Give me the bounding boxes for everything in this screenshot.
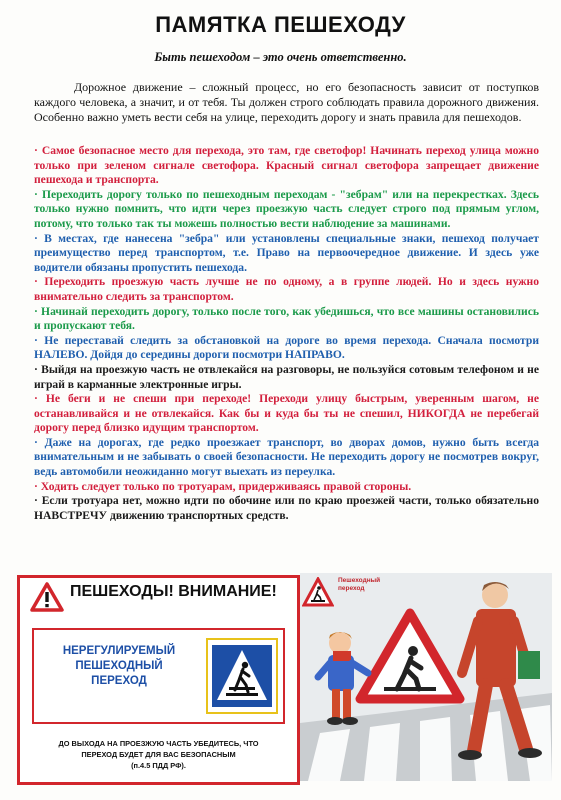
intro-paragraph: Дорожное движение – сложный процесс, но его безопасность зависит от поступков каждого человека, а значит, и от тебя. Ты должен строго соблюдать правила дорожного движения. Особенно важно уметь вести себя на улице, переходить дорогу и знать правила для пешеходов. <box>34 80 539 124</box>
rule-item: · Начинай переходить дорогу, только после того, как убедишься, что все машины остановились и пропускают тебя. <box>34 304 539 333</box>
pedestrians-illustration <box>300 573 552 781</box>
rule-item: · Даже на дорогах, где редко проезжает транспорт, во дворах домов, нужно быть всегда внимательным и не забывать о своей безопасности. Не переходить дорогу не посмотрев вокруг, ведь автомобили неожиданно могут выехать из переулка. <box>34 435 539 479</box>
poster-heading: ПЕШЕХОДЫ! ВНИМАНИЕ! <box>70 583 277 600</box>
rule-item: · Выйдя на проезжую часть не отвлекайся на разговоры, не пользуйся сотовым телефоном и не играй в карманные электронные игры. <box>34 362 539 391</box>
poster-footer-line: ПЕРЕХОД БУДЕТ ДЛЯ ВАС БЕЗОПАСНЫМ <box>81 750 236 759</box>
crossing-type-text <box>44 644 194 689</box>
rule-item: · Не переставай следить за обстановкой на дороге во время перехода. Сначала посмотри НАЛЕВО. Дойдя до середины дороги посмотри НАПРАВО. <box>34 333 539 362</box>
rule-item: · Не беги и не спеши при переходе! Переходи улицу быстрым, уверенным шагом, не останавливайся и не отвлекайся. Как бы и куда бы ты не спешил, НИКОГДА не перебегай дорогу перед близко идущим транспортом. <box>34 392 539 435</box>
pedestrian-warning-poster <box>17 575 300 785</box>
rules-list <box>34 144 539 523</box>
logo-line: Пешеходный <box>338 577 381 584</box>
page-subtitle: Быть пешеходом – это очень ответственно. <box>154 50 407 64</box>
illustration-scene <box>300 573 552 781</box>
rule-item: · Если тротуара нет, можно идти по обочине или по краю проезжей части, только обязательно НАВСТРЕЧУ движению транспортных средств. <box>34 494 539 522</box>
page-title: ПАМЯТКА ПЕШЕХОДУ <box>155 12 406 37</box>
rule-item: · Самое безопасное место для перехода, это там, где светофор! Начинать переход улица можно только при зеленом сигнале светофора. Красный сигнал светофора запрещает движение пешехода и транспорта. <box>34 144 539 187</box>
crossing-line: ПЕШЕХОДНЫЙ <box>75 660 163 672</box>
crossing-line: ПЕРЕХОД <box>91 675 147 687</box>
rule-item: · Переходить дорогу только по пешеходным переходам - "зебрам" или на перекрестках. Здесь только нужно помнить, что идти через проезжую часть следует строго под прямым углом, потому, что только так ты можешь полностью вести наблюдение за машинами. <box>34 187 539 230</box>
crossing-line: НЕРЕГУЛИРУЕМЫЙ <box>62 645 176 657</box>
rule-item: · В местах, где нанесена "зебра" или установлены специальные знаки, пешеход получает преимущество перед транспортом, т.е. Право на первоочередное движение. И здесь уже водители обязаны пропустить пешехода. <box>34 231 539 274</box>
crossing-info-box <box>32 628 285 724</box>
poster-footer-line: (п.4.5 ПДД РФ). <box>131 761 186 770</box>
poster-footer <box>26 738 291 771</box>
rule-item: · Ходить следует только по тротуарам, придерживаясь правой стороны. <box>34 479 412 493</box>
rule-item: · Переходить проезжую часть лучше не по одному, а в группе людей. Но и здесь нужно внимательно следить за транспортом. <box>34 275 539 303</box>
poster-footer-line: ДО ВЫХОДА НА ПРОЕЗЖУЮ ЧАСТЬ УБЕДИТЕСЬ, ЧТО <box>58 739 259 748</box>
logo-line: переход <box>338 585 365 592</box>
pedestrian-crossing-sign-icon <box>206 638 278 714</box>
warning-triangle-icon <box>30 582 64 612</box>
